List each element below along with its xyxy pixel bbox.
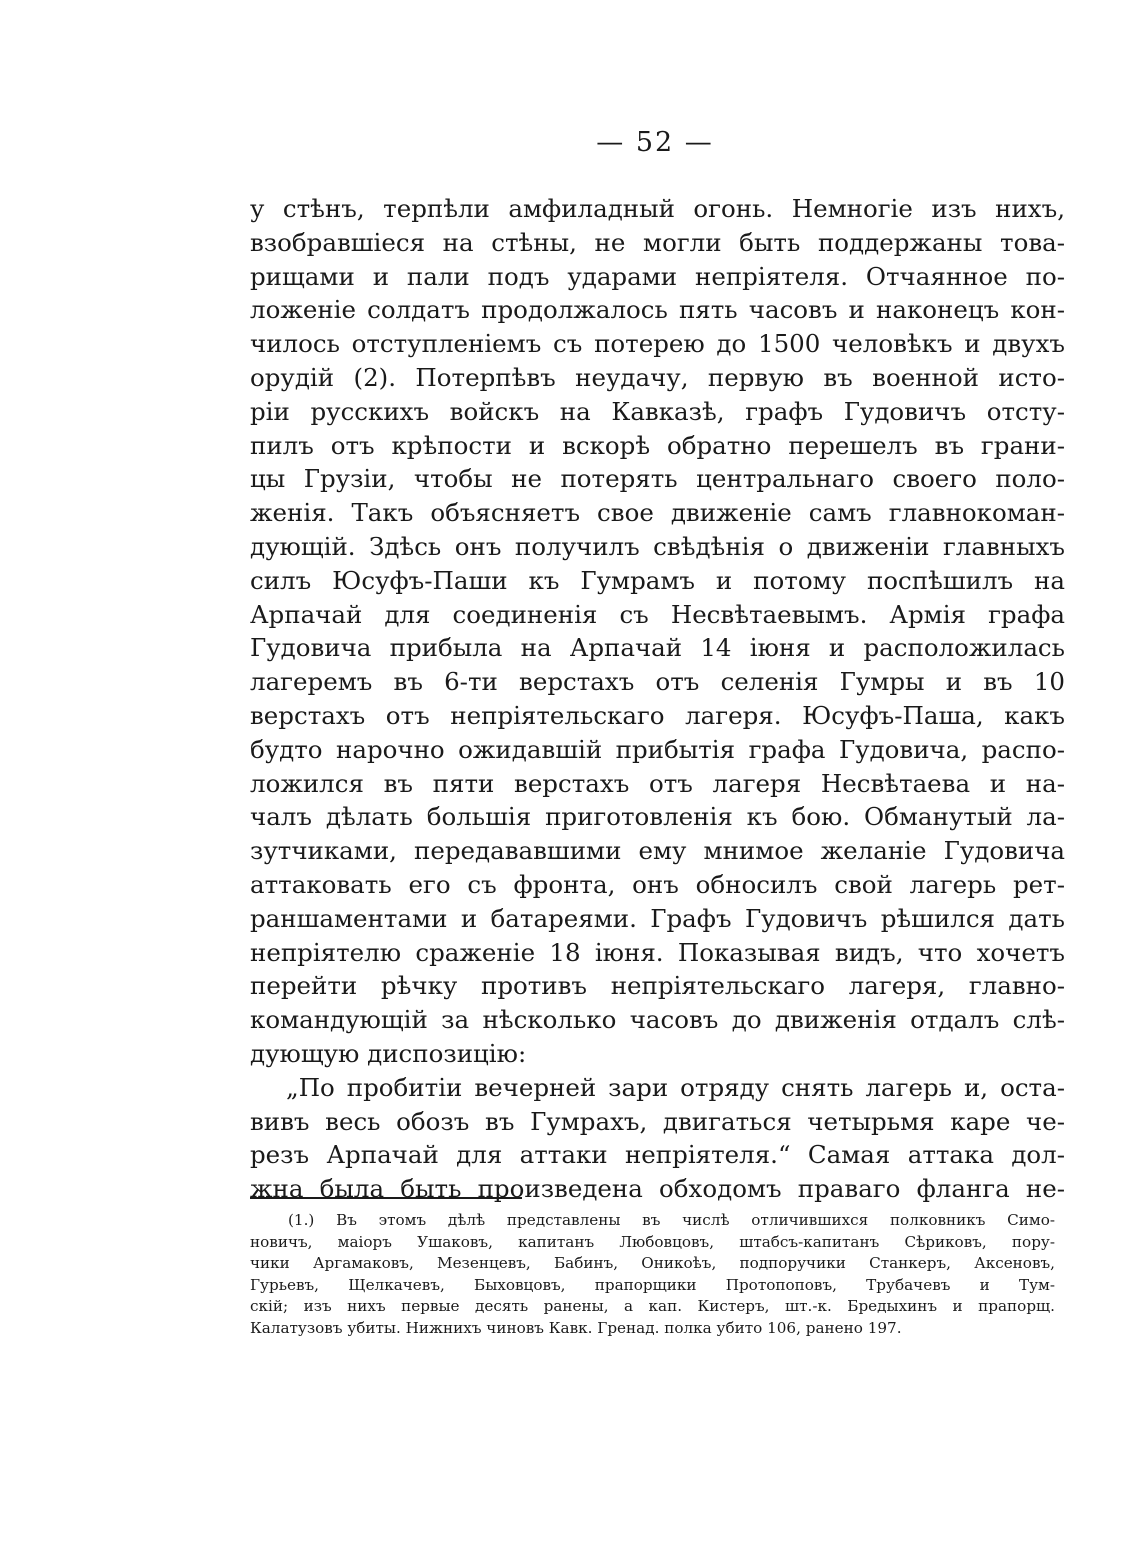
- text-line: „По пробитіи вечерней зари отряду снять лагерь и, оста-: [286, 1072, 1065, 1102]
- page-number: — 52 —: [596, 127, 714, 158]
- text-line: ложился въ пяти верстахъ отъ лагеря Несвѣтаева и на-: [250, 768, 1065, 798]
- text-line: цы Грузіи, чтобы не потерять центральнаго своего поло-: [250, 464, 1065, 494]
- text-line: дующій. Здѣсь онъ получилъ свѣдѣнія о движеніи главныхъ: [250, 531, 1065, 561]
- text-line: непріятелю сраженіе 18 іюня. Показывая видъ, что хочетъ: [250, 937, 1065, 967]
- text-line: жна была быть произведена обходомъ праваго фланга не-: [250, 1174, 1065, 1204]
- text-line: вивъ весь обозъ въ Гумрахъ, двигаться четырьмя каре че-: [250, 1106, 1065, 1136]
- text-line: у стѣнъ, терпѣли амфиладный огонь. Немногіе изъ нихъ,: [250, 194, 1065, 223]
- footnote-divider: [250, 1197, 522, 1199]
- text-line: взобравшіеся на стѣны, не могли быть поддержаны това-: [250, 227, 1065, 257]
- text-line: Арпачай для соединенія съ Несвѣтаевымъ. Армія графа: [250, 599, 1065, 629]
- text-line: зутчиками, передававшими ему мнимое желаніе Гудовича: [250, 836, 1065, 866]
- footnote-line: чики Аргамаковъ, Мезенцевъ, Бабинъ, Оникоѣъ, подпоручики Станкеръ, Аксеновъ,: [250, 1254, 1055, 1273]
- text-line: чалъ дѣлать большія приготовленія къ бою. Обманутый ла-: [250, 802, 1065, 832]
- text-line: будто нарочно ожидавшій прибытія графа Гудовича, распо-: [250, 734, 1065, 764]
- footnote-line: скій; изъ нихъ первые десять ранены, а кап. Кистеръ, шт.-к. Бредыхинъ и прапорщ.: [250, 1297, 1055, 1316]
- footnote-line: Гурьевъ, Щелкачевъ, Быховцовъ, прапорщики Протопоповъ, Трубачевъ и Тум-: [250, 1275, 1055, 1294]
- text-line: чилось отступленіемъ съ потерею до 1500 человѣкъ и двухъ: [250, 329, 1065, 359]
- text-line: пилъ отъ крѣпости и вскорѣ обратно перешелъ въ грани-: [250, 430, 1065, 460]
- footnotes: [250, 1210, 1055, 1340]
- text-line: ложеніе солдатъ продолжалось пять часовъ и наконецъ кон-: [250, 295, 1065, 325]
- footnote-line: (1.) Въ этомъ дѣлѣ представлены въ числѣ отличившихся полковникъ Симо-: [288, 1211, 1055, 1229]
- text-line: резъ Арпачай для аттаки непріятеля.“ Самая аттака дол-: [250, 1140, 1065, 1170]
- footnote-line: Калатузовъ убиты. Нижнихъ чиновъ Кавк. Гренад. полка убито 106, ранено 197.: [250, 1318, 902, 1337]
- text-line: аттаковать его съ фронта, онъ обносилъ свой лагерь рет-: [250, 869, 1065, 899]
- text-line: командующій за нѣсколько часовъ до движенія отдалъ слѣ-: [250, 1005, 1065, 1035]
- main-text: [250, 192, 1065, 1206]
- text-line: женія. Такъ объясняетъ свое движеніе самъ главнокоман-: [250, 498, 1065, 528]
- text-line: Гудовича прибыла на Арпачай 14 іюня и расположилась: [250, 633, 1065, 663]
- text-line: раншаментами и батареями. Графъ Гудовичъ рѣшился дать: [250, 903, 1065, 933]
- text-line: лагеремъ въ 6-ти верстахъ отъ селенія Гумры и въ 10: [250, 667, 1065, 697]
- text-line: орудій (2). Потерпѣвъ неудачу, первую въ военной исто-: [250, 362, 1065, 392]
- footnote-line: новичъ, маіоръ Ушаковъ, капитанъ Любовцовъ, штабсъ-капитанъ Сѣриковъ, пору-: [250, 1232, 1055, 1251]
- text-line: перейти рѣчку противъ непріятельскаго лагеря, главно-: [250, 971, 1065, 1001]
- text-line: верстахъ отъ непріятельскаго лагеря. Юсуфъ-Паша, какъ: [250, 700, 1065, 730]
- text-line: рищами и пали подъ ударами непріятеля. Отчаянное по-: [250, 261, 1065, 291]
- text-line: дующую диспозицію:: [250, 1038, 527, 1068]
- text-line: ріи русскихъ войскъ на Кавказѣ, графъ Гудовичъ отсту-: [250, 396, 1065, 426]
- text-line: силъ Юсуфъ-Паши къ Гумрамъ и потому поспѣшилъ на: [250, 565, 1065, 595]
